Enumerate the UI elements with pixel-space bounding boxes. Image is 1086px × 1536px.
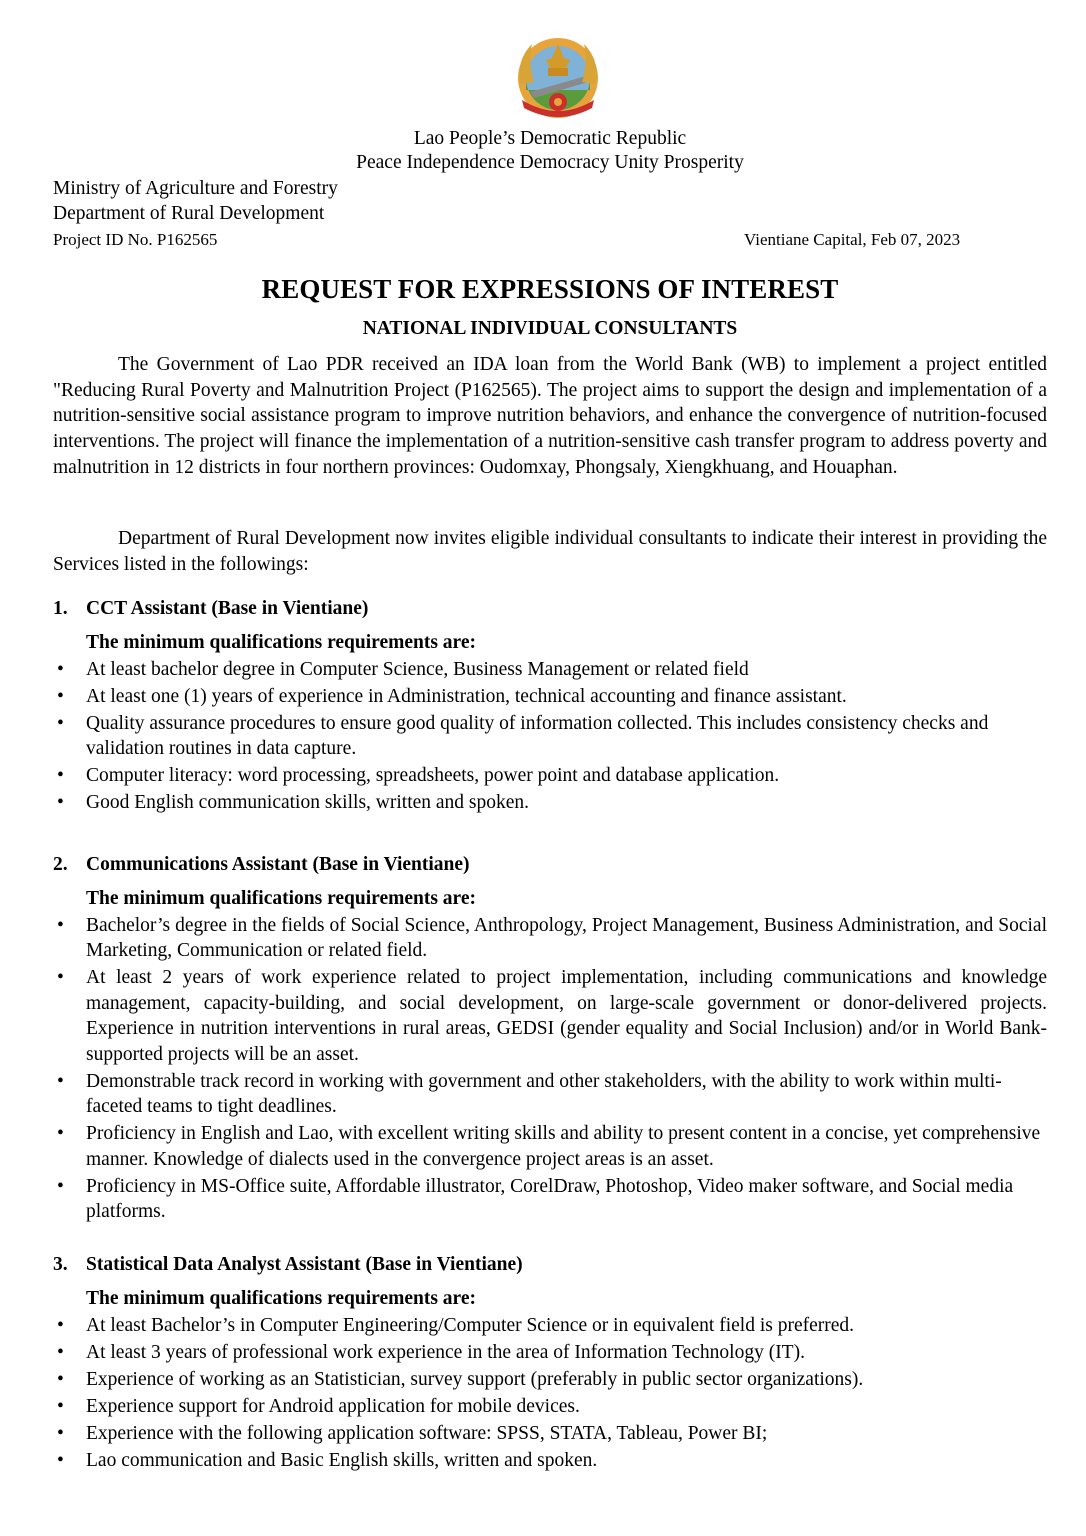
bullet-icon: • — [57, 1341, 64, 1363]
section-statistical-data-analyst — [53, 1252, 1047, 1473]
country-name: Lao People’s Democratic Republic — [413, 128, 687, 149]
requirements-heading: The minimum qualifications requirements are: — [86, 632, 476, 653]
bullet-icon: • — [57, 914, 64, 936]
bullet-icon: • — [57, 765, 64, 786]
bullet-icon: • — [57, 1368, 64, 1390]
requirements-list — [53, 913, 1047, 1225]
list-item: • Computer literacy: word processing, spreadsheets, power point and database application. — [53, 763, 1047, 789]
requirements-list — [53, 657, 1047, 816]
list-item: • At least 2 years of work experience related to project implementation, including communications and knowledge management, capacity-building, and social development, on large-scale government or donor-delivered projects. Experience in nutrition interventions in rural areas, GEDSI (gender equality and Social Inclusion) and/or in World Bank-supported projects will be an asset. — [57, 967, 1047, 1065]
requirements-heading: The minimum qualifications requirements are: — [86, 1288, 476, 1309]
bullet-icon: • — [57, 792, 64, 813]
section-title: CCT Assistant (Base in Vientiane) — [86, 598, 369, 619]
section-title: Communications Assistant (Base in Vientiane) — [86, 854, 470, 875]
list-item: • Bachelor’s degree in the fields of Social Science, Anthropology, Project Management, Business Administration, and Social Marketing, Communication or related field. — [57, 914, 1047, 961]
list-item: • Lao communication and Basic English skills, written and spoken. — [53, 1448, 1047, 1474]
list-item: • Experience support for Android application for mobile devices. — [53, 1394, 1047, 1420]
bullet-icon: • — [57, 1123, 64, 1144]
section-heading — [53, 1252, 1047, 1277]
list-item: • At least bachelor degree in Computer Science, Business Management or related field — [53, 657, 1047, 683]
section-communications-assistant — [53, 852, 1047, 1225]
bullet-icon: • — [57, 1449, 64, 1471]
list-item: • Experience with the following application software: SPSS, STATA, Tableau, Power BI; — [53, 1421, 1047, 1447]
list-item: • At least 3 years of professional work experience in the area of Information Technology (IT). — [53, 1340, 1047, 1366]
document-title: REQUEST FOR EXPRESSIONS OF INTEREST — [261, 274, 839, 304]
bullet-icon: • — [57, 1070, 64, 1092]
department-name: Department of Rural Development — [53, 203, 325, 224]
bullet-icon: • — [57, 967, 64, 988]
intro-paragraph: The Government of Lao PDR received an IDA loan from the World Bank (WB) to implement a project entitled "Reducing Rural Poverty and Malnutrition Project (P162565). The project aims to support the design and implementation of a nutrition-sensitive social assistance program to improve nutrition behaviors, and enhance the convergence of nutrition-focused interventions. The project will finance the implementation of a nutrition-sensitive cash transfer program to address poverty and malnutrition in 12 districts in four northern provinces: Oudomxay, Phongsaly, Xiengkhuang, and Houaphan. — [53, 354, 1047, 478]
section-number: 2. — [53, 854, 68, 875]
place-and-date: Vientiane Capital, Feb 07, 2023 — [744, 230, 961, 249]
project-id: Project ID No. P162565 — [53, 230, 218, 249]
ministry-name: Ministry of Agriculture and Forestry — [53, 178, 338, 199]
bullet-icon: • — [57, 1314, 64, 1336]
list-item: • Demonstrable track record in working with government and other stakeholders, with the ability to work within multi-faceted teams to tight deadlines. — [57, 1070, 1002, 1117]
requirements-list — [53, 1313, 1047, 1474]
document-subtitle: NATIONAL INDIVIDUAL CONSULTANTS — [362, 318, 738, 339]
section-title: Statistical Data Analyst Assistant (Base in Vientiane) — [86, 1254, 523, 1275]
section-heading — [53, 596, 1047, 621]
bullet-icon: • — [57, 658, 64, 680]
list-item: • At least one (1) years of experience in Administration, technical accounting and finance assistant. — [53, 684, 1047, 710]
list-item: • At least Bachelor’s in Computer Engineering/Computer Science or in equivalent field is preferred. — [53, 1313, 1047, 1339]
list-item: • Quality assurance procedures to ensure good quality of information collected. This includes consistency checks and validation routines in data capture. — [57, 712, 989, 759]
bullet-icon: • — [57, 685, 64, 707]
section-number: 1. — [53, 598, 68, 619]
list-item: • Good English communication skills, written and spoken. — [53, 790, 1047, 816]
lao-national-emblem — [512, 30, 604, 122]
list-item: • Proficiency in English and Lao, with excellent writing skills and ability to present content in a concise, yet comprehensive manner. Knowledge of dialects used in the convergence project areas is an asset. — [57, 1123, 1041, 1170]
list-item: • Proficiency in MS-Office suite, Affordable illustrator, CorelDraw, Photoshop, Video maker software, and Social media platforms. — [57, 1175, 1014, 1222]
section-number: 3. — [53, 1254, 68, 1275]
list-item: • Experience of working as an Statistician, survey support (preferably in public sector organizations). — [53, 1367, 1047, 1393]
bullet-icon: • — [57, 1175, 64, 1197]
national-motto: Peace Independence Democracy Unity Prosperity — [356, 152, 744, 173]
invitation-paragraph: Department of Rural Development now invites eligible individual consultants to indicate their interest in providing the Services listed in the followings: — [53, 528, 1047, 575]
bullet-icon: • — [57, 1395, 64, 1417]
section-cct-assistant — [53, 596, 1047, 816]
bullet-icon: • — [57, 1422, 64, 1444]
bullet-icon: • — [57, 712, 64, 734]
section-heading — [53, 852, 1047, 877]
requirements-heading: The minimum qualifications requirements are: — [86, 888, 476, 909]
